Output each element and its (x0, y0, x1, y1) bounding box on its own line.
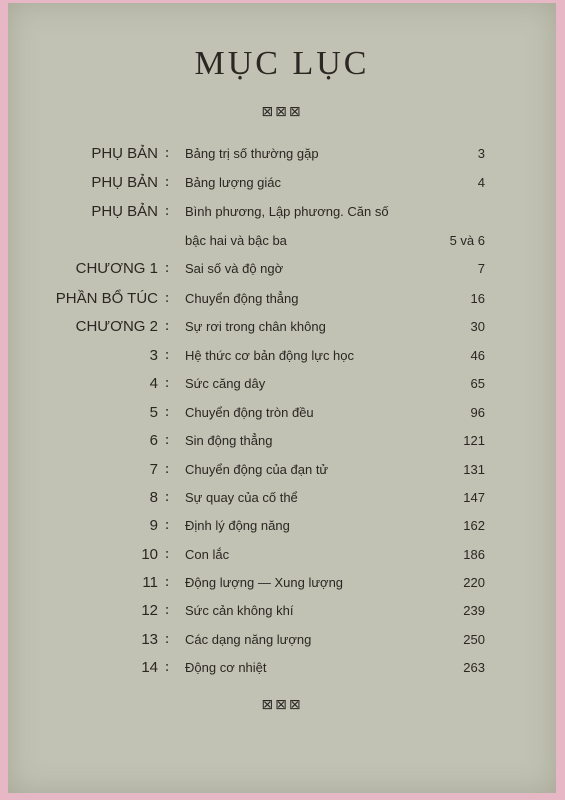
toc-colon: : (165, 260, 170, 276)
toc-colon: : (165, 489, 170, 505)
toc-title: Hệ thức cơ bản động lực học (185, 348, 355, 363)
toc-title: Sức cản không khí (185, 603, 294, 618)
toc-row (8, 174, 556, 198)
toc-title: Chuyển động thẳng (185, 291, 299, 306)
toc-page-number: 5 và 6 (449, 233, 485, 248)
toc-colon: : (165, 290, 170, 306)
toc-page-number: 16 (470, 291, 485, 306)
toc-colon: : (165, 631, 170, 647)
toc-label: 3 (149, 347, 158, 364)
top-ornament-icon: ⊠⊠⊠ (261, 104, 303, 120)
toc-page-number: 186 (463, 547, 485, 562)
toc-colon: : (165, 602, 170, 618)
toc-title: Động lượng — Xung lượng (185, 575, 344, 590)
toc-row (8, 145, 556, 169)
toc-label: PHẦN BỔ TÚC (55, 290, 158, 307)
toc-page-number: 220 (463, 575, 485, 590)
toc-title: Sin động thẳng (185, 433, 273, 448)
toc-row (8, 432, 556, 456)
toc-row (8, 546, 556, 570)
toc-colon: : (165, 404, 170, 420)
toc-label: 12 (141, 602, 158, 619)
page-title: MỤC LỤC (194, 45, 370, 82)
toc-colon: : (165, 375, 170, 391)
toc-row (8, 461, 556, 485)
toc-page-number: 263 (463, 660, 485, 675)
toc-title: Sự rơi trong chân không (185, 319, 326, 334)
toc-label: PHỤ BẢN (91, 174, 158, 191)
toc-label: CHƯƠNG 1 (75, 260, 158, 277)
toc-title: Chuyển động tròn đều (185, 405, 314, 420)
toc-label: 5 (149, 404, 158, 421)
toc-page-number: 30 (470, 319, 485, 334)
toc-label: 7 (149, 461, 158, 478)
bottom-ornament-icon: ⊠⊠⊠ (261, 697, 303, 713)
toc-label: PHỤ BẢN (91, 203, 158, 220)
toc-page-number: 3 (477, 146, 485, 161)
toc-colon: : (165, 174, 170, 190)
toc-label: PHỤ BẢN (91, 145, 158, 162)
toc-label: CHƯƠNG 2 (75, 318, 158, 335)
toc-label: 4 (149, 375, 158, 392)
toc-title: Định lý động năng (185, 518, 290, 533)
toc-row (8, 347, 556, 371)
toc-page-number: 162 (463, 518, 485, 533)
toc-colon: : (165, 203, 170, 219)
toc-label: 10 (141, 546, 158, 563)
toc-row (8, 517, 556, 541)
toc-page-number: 239 (463, 603, 485, 618)
toc-label: 11 (142, 574, 158, 591)
toc-title: Sự quay của cố thể (185, 490, 298, 505)
toc-row (8, 260, 556, 284)
toc-page-number: 46 (470, 348, 485, 363)
toc-label: 8 (149, 489, 158, 506)
toc-title: Con lắc (185, 547, 230, 562)
toc-title: Sức căng dây (185, 376, 266, 391)
toc-page-number: 147 (463, 490, 485, 505)
toc-row (8, 602, 556, 626)
toc-page-number: 96 (470, 405, 485, 420)
toc-page-number: 131 (463, 462, 485, 477)
toc-title: Bình phương, Lập phương. Căn số (185, 204, 389, 219)
toc-colon: : (165, 318, 170, 334)
toc-row (8, 318, 556, 342)
toc-colon: : (165, 432, 170, 448)
toc-row (8, 290, 556, 314)
toc-colon: : (165, 145, 170, 161)
toc-title: Các dạng năng lượng (185, 632, 312, 647)
toc-colon: : (165, 461, 170, 477)
toc-row (8, 489, 556, 513)
toc-row (8, 203, 556, 227)
toc-colon: : (165, 347, 170, 363)
book-page (8, 3, 556, 793)
toc-page-number: 250 (463, 632, 485, 647)
toc-title: Bảng lượng giác (185, 175, 282, 190)
toc-title: Sai số và độ ngờ (185, 261, 284, 276)
toc-label: 13 (141, 631, 158, 648)
toc-label: 14 (141, 659, 158, 676)
toc-colon: : (165, 546, 170, 562)
toc-colon: : (165, 517, 170, 533)
toc-row (8, 232, 556, 256)
toc-row (8, 404, 556, 428)
toc-page-number: 4 (477, 175, 485, 190)
toc-page-number: 7 (477, 261, 485, 276)
toc-title: Chuyển động của đạn tử (185, 462, 329, 477)
toc-title: Bảng trị số thường gặp (185, 146, 319, 161)
toc-label: 9 (149, 517, 158, 534)
toc-title: bậc hai và bậc ba (185, 233, 287, 248)
toc-page-number: 65 (470, 376, 485, 391)
toc-colon: : (165, 659, 170, 675)
toc-row (8, 574, 556, 598)
toc-title: Động cơ nhiệt (185, 660, 267, 675)
toc-row (8, 631, 556, 655)
toc-row (8, 375, 556, 399)
toc-colon: : (165, 574, 170, 590)
toc-page-number: 121 (463, 433, 485, 448)
toc-row (8, 659, 556, 683)
toc-label: 6 (149, 432, 158, 449)
